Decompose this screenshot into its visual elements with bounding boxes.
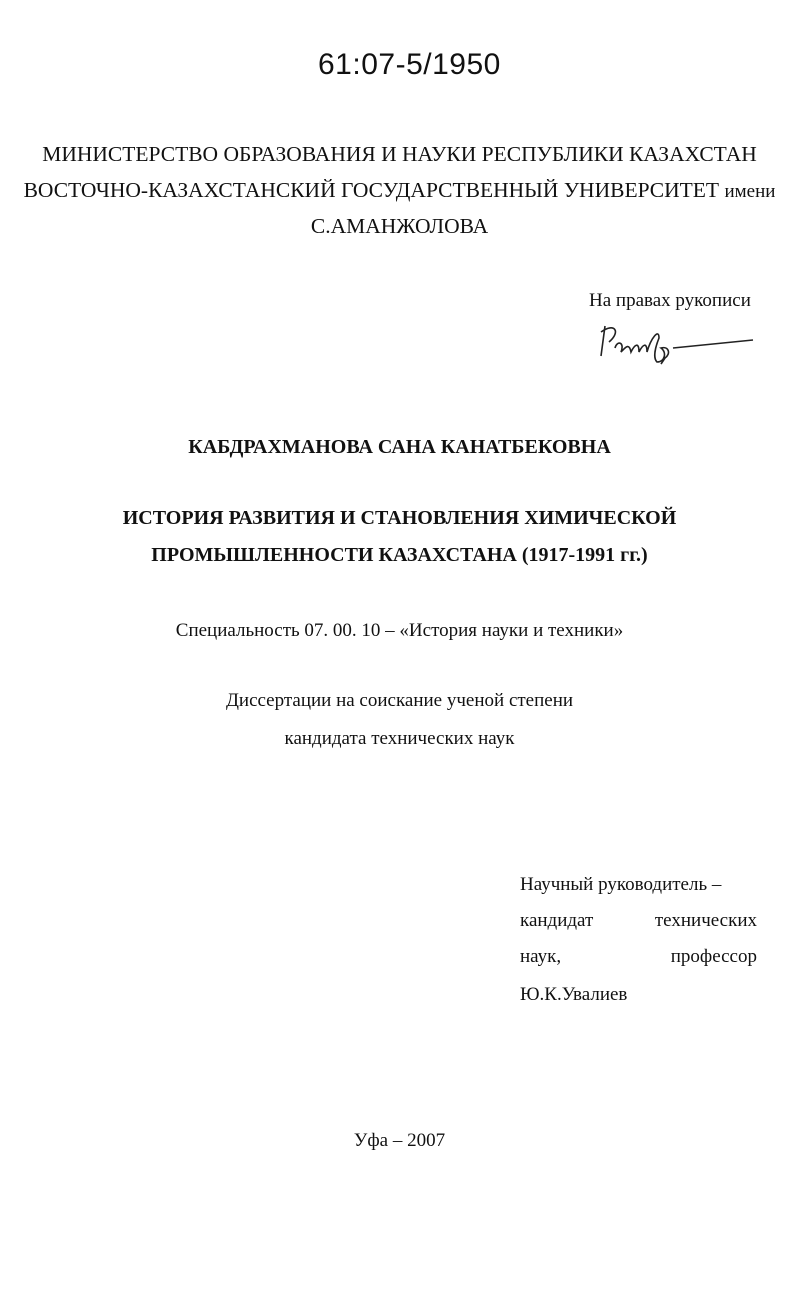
supervisor-title-a: наук, <box>520 946 562 967</box>
degree-line1: Диссертации на соискание ученой степени <box>225 690 574 711</box>
supervisor-label: Научный руководитель – <box>520 874 722 895</box>
registry-code: 61:07-5/1950 <box>318 48 501 81</box>
degree-line2: кандидата технических наук <box>284 728 515 749</box>
university-name <box>0 178 799 203</box>
supervisor-degree <box>520 910 757 932</box>
supervisor-title-b: профессор <box>670 946 757 967</box>
signature <box>595 318 765 368</box>
supervisor-degree-b: технических <box>654 910 757 931</box>
university-line1: ВОСТОЧНО-КАЗАХСТАНСКИЙ ГОСУДАРСТВЕННЫЙ УНИВЕРСИТЕТ <box>23 178 720 202</box>
specialty: Специальность 07. 00. 10 – «История науки и техники» <box>175 620 624 641</box>
university-imeni: имени <box>724 181 776 202</box>
ministry-name: МИНИСТЕРСТВО ОБРАЗОВАНИЯ И НАУКИ РЕСПУБЛИКИ КАЗАХСТАН <box>42 142 757 166</box>
supervisor-title <box>520 946 757 968</box>
title-line1: ИСТОРИЯ РАЗВИТИЯ И СТАНОВЛЕНИЯ ХИМИЧЕСКОЙ <box>122 507 677 529</box>
title-line2: ПРОМЫШЛЕННОСТИ КАЗАХСТАНА (1917-1991 гг.) <box>151 544 648 566</box>
city-year: Уфа – 2007 <box>353 1130 446 1151</box>
supervisor-degree-a: кандидат <box>520 910 594 931</box>
manuscript-rights: На правах рукописи <box>589 290 751 311</box>
supervisor-name: Ю.К.Увалиев <box>520 984 628 1005</box>
author-name: КАБДРАХМАНОВА САНА КАНАТБЕКОВНА <box>188 436 611 458</box>
university-name-line2: С.АМАНЖОЛОВА <box>310 214 489 238</box>
